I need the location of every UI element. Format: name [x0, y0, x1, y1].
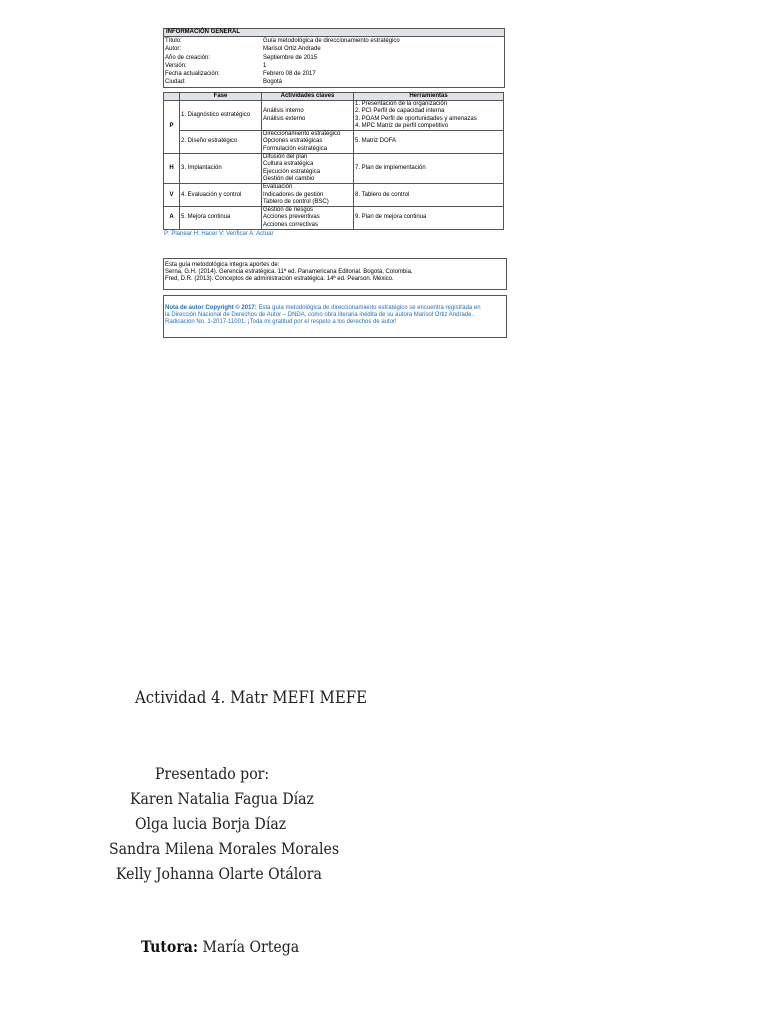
activity-item: Indicadores de gestión — [263, 191, 324, 198]
tutor-name: María Ortega — [198, 937, 300, 956]
tool-item: 2. PCI Perfil de capacidad interna — [355, 108, 445, 115]
info-value: Guía metodológica de direccionamiento estratégico — [263, 38, 400, 44]
phases-header-row — [164, 93, 504, 101]
phase-activities — [262, 154, 354, 184]
table-row — [164, 101, 504, 131]
info-value: Bogotá — [263, 79, 283, 86]
info-row — [164, 78, 504, 86]
activity-item: Cultura estratégica — [263, 161, 314, 168]
column-header: Fase — [180, 93, 262, 101]
phase-activities — [262, 131, 354, 154]
activity-item: Acciones preventivas — [263, 214, 320, 221]
table-row — [164, 154, 504, 184]
column-header: Actividades claves — [262, 93, 354, 101]
activity-item: Análisis interno — [263, 108, 304, 115]
table-row — [164, 131, 504, 154]
info-label: Autor: — [165, 46, 182, 53]
tool-item: 8. Tablero de control — [355, 191, 410, 198]
activity-item: Gestión de riesgos — [263, 207, 314, 214]
phase-name: 5. Mejora continua — [180, 207, 262, 230]
presented-by-label: Presentado por: — [155, 764, 270, 783]
phase-name: 2. Diseño estratégico — [180, 131, 262, 154]
table-row — [164, 207, 504, 230]
info-row — [164, 37, 504, 45]
column-header: Herramientas — [354, 93, 504, 101]
phases-section — [163, 92, 503, 238]
info-row — [164, 45, 504, 53]
tool-item: 7. Plan de implementación — [355, 165, 426, 172]
activity-item: Difusión del plan — [263, 154, 308, 161]
note-line: la Dirección Nacional de Derechos de Autor – DNDA, como obra literaria inédita de su autora Marisol Ortiz Andrade. — [165, 312, 474, 318]
tool-item: 9. Plan de mejora continua — [355, 214, 427, 221]
activity-item: Ejecución estratégica — [263, 168, 321, 175]
activity-item: Tablero de control (BSC) — [263, 198, 329, 205]
author-name: Karen Natalia Fagua Díaz — [130, 789, 314, 808]
info-row — [164, 70, 504, 78]
info-value: 1 — [263, 62, 267, 69]
phase-activities — [262, 101, 354, 131]
phase-letter: V — [164, 184, 180, 207]
reference-line: Serna, G.H. (2014). Gerencia estratégica. 11ª ed. Panamericana Editorial. Bogotá, Colombia. — [165, 269, 413, 275]
activity-item: Acciones correctivas — [263, 221, 319, 228]
info-row — [164, 54, 504, 62]
phase-letter: P — [164, 101, 180, 154]
info-label: Fecha actualización: — [165, 71, 220, 78]
info-label: Versión: — [165, 62, 187, 69]
activity-item: Evaluación — [263, 184, 293, 191]
tool-item: 4. MPC Matriz de perfil competitivo — [355, 122, 449, 129]
copyright-note — [163, 295, 507, 338]
phase-letter: A — [164, 207, 180, 230]
phase-activities — [262, 207, 354, 230]
info-label: Título: — [165, 38, 182, 44]
author-name: Sandra Milena Morales Morales — [109, 839, 340, 858]
table-row — [164, 184, 504, 207]
phase-tools — [354, 101, 504, 131]
info-label: Ciudad: — [165, 79, 186, 86]
phases-table — [163, 92, 504, 230]
activity-item: Análisis externo — [263, 115, 306, 122]
activity-title: Actividad 4. Matr MEFI MEFE — [135, 688, 368, 708]
reference-line: Esta guía metodológica integra aportes de: — [165, 262, 280, 268]
phase-legend: P: Planear H: Hacer V: Verificar A: Actuar — [164, 231, 274, 238]
activity-item: Gestión del cambio — [263, 175, 315, 182]
author-name: Olga lucia Borja Díaz — [135, 814, 287, 833]
letter-column-header — [164, 93, 180, 101]
tool-item: 1. Presentación de la organización — [355, 101, 448, 107]
reference-line: Fred, D.R. (2013). Conceptos de administración estratégica. 14ª ed. Pearson. México. — [165, 276, 394, 282]
phase-tools — [354, 131, 504, 154]
info-value: Septiembre de 2015 — [263, 54, 318, 61]
phase-letter: H — [164, 154, 180, 184]
note-text: Esta guía metodológica de direccionamiento estratégico se encuentra registrada en — [256, 305, 481, 311]
phase-tools — [354, 154, 504, 184]
phase-name: 4. Evaluación y control — [180, 184, 262, 207]
info-value: Febrero 08 de 2017 — [263, 71, 316, 78]
note-line: Radicación No. 1-2017-11001. ¡Toda mi gratitud por el respeto a los derechos de autor! — [165, 319, 397, 325]
note-bold-label: Nota de autor Copyright © 2017: — [165, 305, 257, 311]
phase-name: 3. Implantación — [180, 154, 262, 184]
references-box — [163, 258, 507, 290]
info-label: Año de creación: — [165, 54, 211, 61]
phase-name: 1. Diagnóstico estratégico — [180, 101, 262, 131]
activity-item: Direccionamiento estratégico — [263, 131, 341, 138]
info-header: INFORMACIÓN GENERAL — [164, 29, 504, 37]
info-general-table — [163, 28, 505, 88]
tutor-line — [141, 937, 299, 956]
phase-activities — [262, 184, 354, 207]
note-line — [165, 305, 505, 312]
activity-item: Formulación estratégica — [263, 145, 328, 152]
phase-tools — [354, 184, 504, 207]
phase-tools — [354, 207, 504, 230]
tool-item: 5. Matriz DOFA — [355, 138, 397, 145]
tool-item: 3. POAM Perfil de oportunidades y amenazas — [355, 115, 477, 122]
author-name: Kelly Johanna Olarte Otálora — [116, 864, 322, 883]
tutor-label: Tutora: — [141, 937, 199, 956]
info-row — [164, 62, 504, 70]
info-value: Marisol Ortiz Andrade — [263, 46, 321, 53]
activity-item: Opciones estratégicas — [263, 138, 323, 145]
